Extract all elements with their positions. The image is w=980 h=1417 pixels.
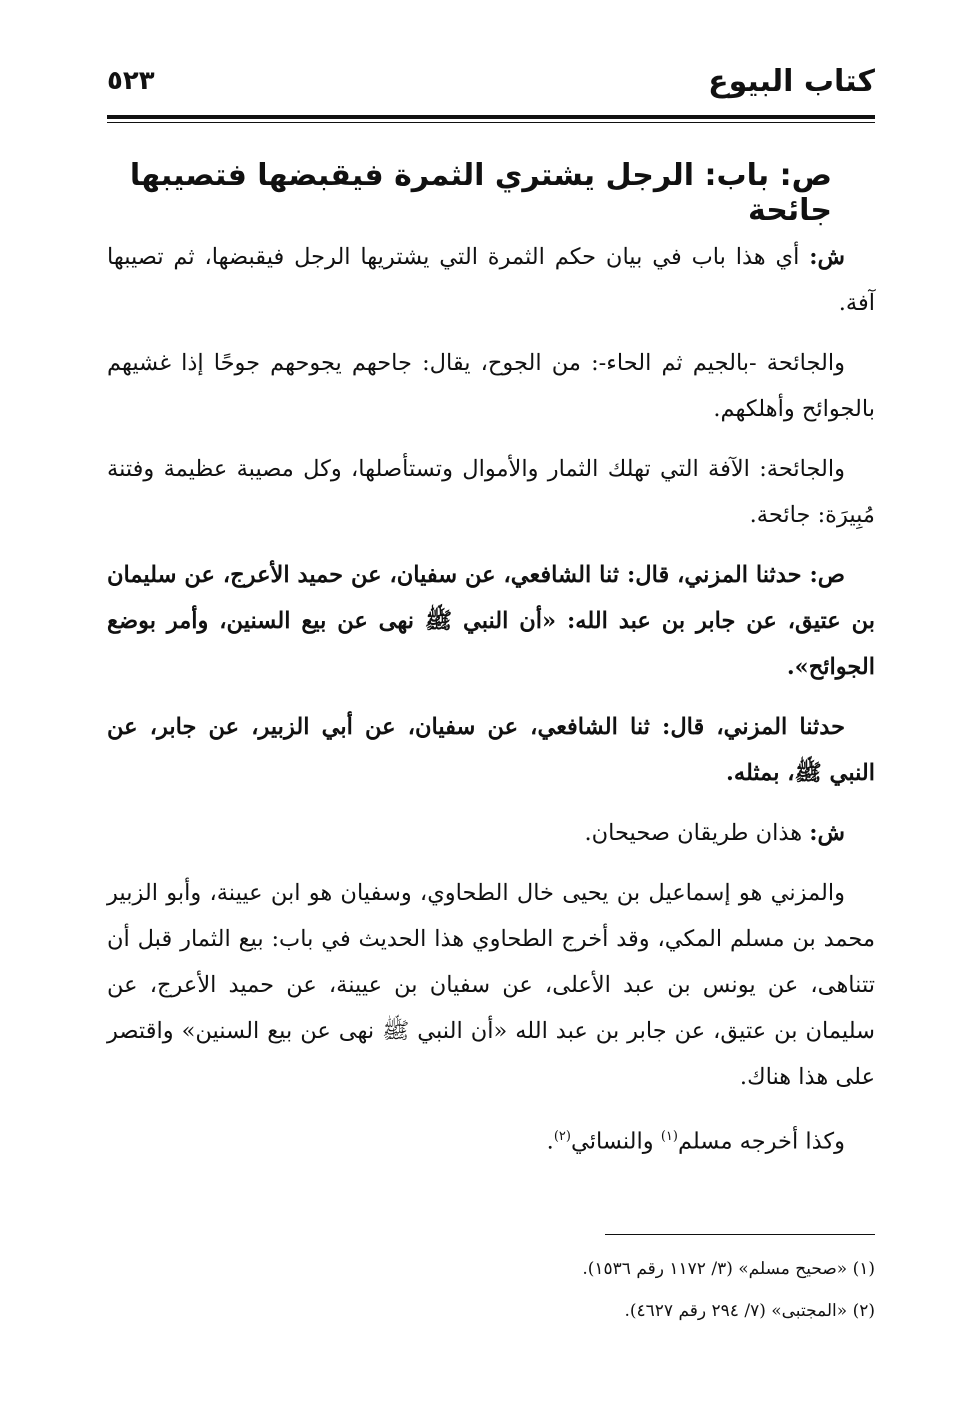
paragraph-text: حدثنا المزني، قال: ثنا الشافعي، عن سفيان، عن حميد الأعرج، عن سليمان بن عتيق، عن جابر بن عبد الله: «أن النبي ﷺ نهى عن بيع السنين، وأمر بوضع الجوائح».	[107, 562, 875, 680]
paragraph-text: والجائحة: الآفة التي تهلك الثمار والأموال وتستأصلها، وكل مصيبة عظيمة وفتنة مُبِيرَة: جائحة.	[107, 456, 875, 528]
paragraph-hadith-1	[107, 552, 875, 690]
commentary-marker: ش:	[809, 820, 845, 846]
paragraph-text: هذان طريقان صحيحان.	[584, 820, 803, 846]
chapter-title: ص: باب: الرجل يشتري الثمرة فيقبضها فتصيبها جائحة	[129, 158, 832, 228]
footnotes	[107, 1248, 875, 1332]
paragraph-text: والمزني هو إسماعيل بن يحيى خال الطحاوي، وسفيان هو ابن عيينة، وأبو الزبير محمد بن مسلم المكي، وقد أخرج الطحاوي هذا الحديث في باب: بيع الثمار قبل أن تتناهى، عن يونس بن عبد الأعلى، عن سفيان بن عيينة، عن حميد الأعرج، عن سليمان بن عتيق، عن جابر بن عبد الله «أن النبي ﷺ نهى عن بيع السنين» واقتصر على هذا هناك.	[107, 880, 875, 1090]
footnote-ref-2[interactable]: (٢)	[553, 1129, 571, 1144]
paragraph-commentary-intro	[107, 234, 875, 326]
paragraph-narrators	[107, 870, 875, 1100]
paragraph-commentary-short	[107, 810, 875, 856]
text-marker: ص:	[809, 562, 845, 588]
paragraph-text: وكذا أخرجه مسلم	[677, 1128, 845, 1155]
footnote-ref-1[interactable]: (١)	[660, 1129, 678, 1144]
header-rule-thin	[107, 122, 875, 123]
paragraph-text: .	[546, 1128, 554, 1155]
paragraph-text: حدثنا المزني، قال: ثنا الشافعي، عن سفيان، عن أبي الزبير، عن جابر، عن النبي ﷺ، بمثله.	[107, 714, 875, 786]
commentary-marker: ش:	[809, 244, 845, 270]
page-header	[107, 60, 875, 110]
footnote-2: (٢) «المجتبى» (٧/ ٢٩٤ رقم ٤٦٢٧).	[624, 1301, 875, 1321]
paragraph-text: والنسائي	[570, 1128, 661, 1155]
main-text	[107, 234, 875, 1179]
paragraph-definition-1	[107, 340, 875, 432]
paragraph-definition-2	[107, 446, 875, 538]
running-title: كتاب البيوع	[708, 64, 875, 99]
paragraph-sources	[107, 1114, 875, 1165]
paragraph-text: والجائحة -بالجيم ثم الحاء-: من الجوح، يقال: جاحهم يجوحهم جوحًا إذا غشيهم بالجوائح وأهلكهم.	[107, 350, 875, 422]
footnote-separator	[605, 1234, 875, 1235]
paragraph-hadith-2	[107, 704, 875, 796]
page-number: ٥٢٣	[107, 66, 155, 96]
footnote-1: (١) «صحيح مسلم» (٣/ ١١٧٢ رقم ١٥٣٦).	[582, 1259, 875, 1279]
header-rule-thick	[107, 115, 875, 119]
paragraph-text: أي هذا باب في بيان حكم الثمرة التي يشتريها الرجل فيقبضها، ثم تصيبها آفة.	[107, 244, 875, 316]
